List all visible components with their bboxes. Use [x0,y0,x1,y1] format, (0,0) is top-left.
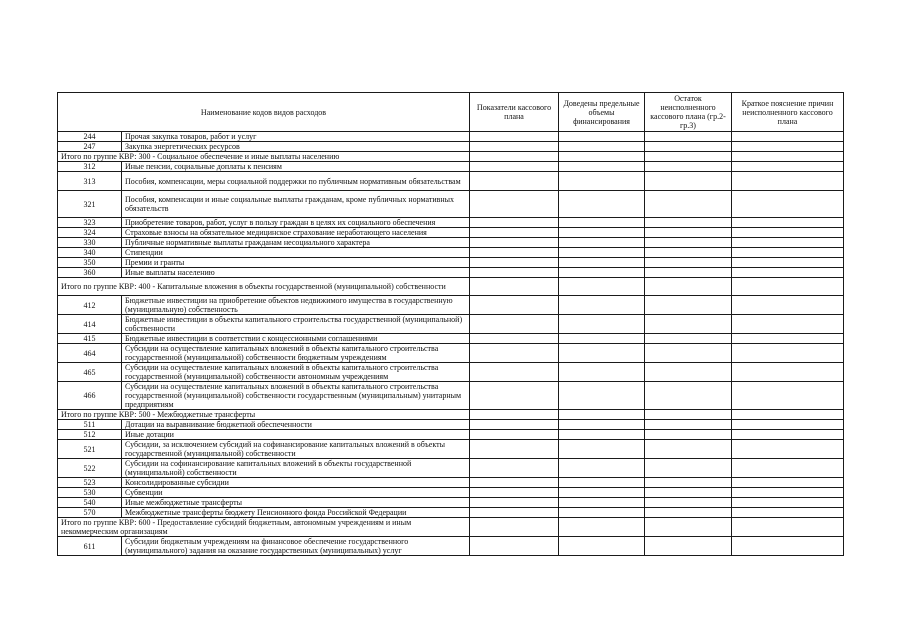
table-row [58,238,844,248]
funding-limit-cell [559,508,645,518]
table-row [58,508,844,518]
group-title: Итого по группе КВР: 600 - Предоставление субсидий бюджетным, автономным учреждениям и иным некоммерческим организациям [58,518,470,537]
funding-limit-cell [559,518,645,537]
funding-limit-cell [559,430,645,440]
remaining-plan-cell [645,430,732,440]
group-title: Итого по группе КВР: 300 - Социальное обеспечение и иные выплаты населению [58,152,470,162]
cash-plan-cell [470,268,559,278]
expense-code: 570 [58,508,122,518]
group-title: Итого по группе КВР: 500 - Межбюджетные трансферты [58,410,470,420]
expense-name: Субсидии бюджетным учреждениям на финансовое обеспечение государственного (муниципального) задания на оказание государственных (муниципальных) услуг [122,537,470,556]
funding-limit-cell [559,344,645,363]
explanation-cell [732,537,844,556]
funding-limit-cell [559,382,645,410]
table-row [58,258,844,268]
cash-plan-cell [470,382,559,410]
expense-name: Субсидии, за исключением субсидий на софинансирование капитальных вложений в объекты государственной (муниципальной) собственности [122,440,470,459]
table-row [58,142,844,152]
table-row [58,344,844,363]
table-row [58,498,844,508]
cash-plan-cell [470,508,559,518]
cash-plan-cell [470,537,559,556]
funding-limit-cell [559,278,645,296]
table-row [58,315,844,334]
explanation-cell [732,459,844,478]
remaining-plan-cell [645,334,732,344]
cash-plan-cell [470,172,559,191]
table-header-row [58,93,844,132]
expense-code: 312 [58,162,122,172]
remaining-plan-cell [645,162,732,172]
expense-name: Межбюджетные трансферты бюджету Пенсионного фонда Российской Федерации [122,508,470,518]
expense-code: 521 [58,440,122,459]
remaining-plan-cell [645,268,732,278]
expense-code: 465 [58,363,122,382]
expense-name: Бюджетные инвестиции в соответствии с концессионными соглашениями [122,334,470,344]
expense-code: 415 [58,334,122,344]
cash-plan-cell [470,344,559,363]
explanation-cell [732,518,844,537]
remaining-plan-cell [645,191,732,218]
remaining-plan-cell [645,228,732,238]
expense-code: 313 [58,172,122,191]
cash-plan-cell [470,228,559,238]
cash-plan-cell [470,315,559,334]
expense-name: Прочая закупка товаров, работ и услуг [122,132,470,142]
table-row [58,382,844,410]
group-total-row [58,152,844,162]
expense-code: 324 [58,228,122,238]
expense-name: Иные пенсии, социальные доплаты к пенсиям [122,162,470,172]
expense-name: Пособия, компенсации и иные социальные выплаты гражданам, кроме публичных нормативных обязательств [122,191,470,218]
funding-limit-cell [559,420,645,430]
funding-limit-cell [559,248,645,258]
cash-plan-cell [470,334,559,344]
expense-code: 530 [58,488,122,498]
expense-name: Субвенции [122,488,470,498]
funding-limit-cell [559,172,645,191]
remaining-plan-cell [645,410,732,420]
expense-name: Субсидии на осуществление капитальных вложений в объекты капитального строительства государственной (муниципальной) собственности бюджетным учреждениям [122,344,470,363]
expense-code: 360 [58,268,122,278]
cash-plan-cell [470,498,559,508]
header-cash-plan: Показатели кассового плана [470,93,559,132]
explanation-cell [732,488,844,498]
expense-code: 611 [58,537,122,556]
table-row [58,268,844,278]
expense-name: Иные выплаты населению [122,268,470,278]
group-total-row [58,410,844,420]
explanation-cell [732,508,844,518]
remaining-plan-cell [645,420,732,430]
cash-plan-cell [470,191,559,218]
header-funding-limits: Доведены предельные объемы финансирования [559,93,645,132]
table-row [58,459,844,478]
table-row [58,430,844,440]
explanation-cell [732,478,844,488]
expense-code: 540 [58,498,122,508]
expense-code: 244 [58,132,122,142]
explanation-cell [732,218,844,228]
funding-limit-cell [559,152,645,162]
explanation-cell [732,315,844,334]
table-row [58,363,844,382]
funding-limit-cell [559,488,645,498]
remaining-plan-cell [645,238,732,248]
explanation-cell [732,142,844,152]
cash-plan-cell [470,430,559,440]
funding-limit-cell [559,537,645,556]
table-row [58,172,844,191]
expense-name: Закупка энергетических ресурсов [122,142,470,152]
expense-code: 466 [58,382,122,410]
remaining-plan-cell [645,172,732,191]
cash-plan-cell [470,478,559,488]
cash-plan-cell [470,518,559,537]
remaining-plan-cell [645,363,732,382]
explanation-cell [732,410,844,420]
expense-name: Бюджетные инвестиции в объекты капитального строительства государственной (муниципальной) собственности [122,315,470,334]
expense-name: Бюджетные инвестиции на приобретение объектов недвижимого имущества в государственную (муниципальную) собственность [122,296,470,315]
cash-plan-cell [470,218,559,228]
table-row [58,132,844,142]
cash-plan-cell [470,142,559,152]
explanation-cell [732,382,844,410]
header-remaining-plan: Остаток неисполненного кассового плана (гр.2-гр.3) [645,93,732,132]
explanation-cell [732,440,844,459]
table-row [58,440,844,459]
explanation-cell [732,238,844,248]
remaining-plan-cell [645,278,732,296]
funding-limit-cell [559,498,645,508]
funding-limit-cell [559,440,645,459]
remaining-plan-cell [645,518,732,537]
cash-plan-cell [470,363,559,382]
explanation-cell [732,278,844,296]
expense-code: 321 [58,191,122,218]
cash-plan-cell [470,238,559,248]
funding-limit-cell [559,132,645,142]
explanation-cell [732,420,844,430]
expense-name: Дотации на выравнивание бюджетной обеспеченности [122,420,470,430]
funding-limit-cell [559,218,645,228]
cash-plan-cell [470,296,559,315]
explanation-cell [732,228,844,238]
funding-limit-cell [559,459,645,478]
expense-name: Приобретение товаров, работ, услуг в пользу граждан в целях их социального обеспечения [122,218,470,228]
cash-plan-cell [470,132,559,142]
remaining-plan-cell [645,296,732,315]
funding-limit-cell [559,315,645,334]
funding-limit-cell [559,228,645,238]
table-row [58,218,844,228]
remaining-plan-cell [645,344,732,363]
funding-limit-cell [559,268,645,278]
explanation-cell [732,430,844,440]
cash-plan-cell [470,248,559,258]
expense-name: Премии и гранты [122,258,470,268]
cash-plan-cell [470,258,559,268]
cash-plan-cell [470,278,559,296]
explanation-cell [732,162,844,172]
expense-code: 414 [58,315,122,334]
expense-code: 512 [58,430,122,440]
funding-limit-cell [559,191,645,218]
header-expense-codes: Наименование кодов видов расходов [58,93,470,132]
cash-plan-cell [470,420,559,430]
funding-limit-cell [559,258,645,268]
remaining-plan-cell [645,315,732,334]
remaining-plan-cell [645,258,732,268]
cash-plan-cell [470,410,559,420]
group-total-row [58,278,844,296]
table-row [58,296,844,315]
cash-plan-cell [470,152,559,162]
cash-plan-cell [470,162,559,172]
funding-limit-cell [559,296,645,315]
expense-code: 330 [58,238,122,248]
expense-code: 247 [58,142,122,152]
table-row [58,334,844,344]
funding-limit-cell [559,363,645,382]
cash-plan-cell [470,488,559,498]
expense-name: Публичные нормативные выплаты гражданам несоциального характера [122,238,470,248]
funding-limit-cell [559,162,645,172]
group-total-row [58,518,844,537]
explanation-cell [732,132,844,142]
remaining-plan-cell [645,537,732,556]
expense-name: Субсидии на софинансирование капитальных вложений в объекты государственной (муниципальной) собственности [122,459,470,478]
cash-plan-table [57,92,844,556]
table-row [58,478,844,488]
remaining-plan-cell [645,488,732,498]
remaining-plan-cell [645,440,732,459]
remaining-plan-cell [645,478,732,488]
funding-limit-cell [559,410,645,420]
funding-limit-cell [559,142,645,152]
expense-code: 323 [58,218,122,228]
explanation-cell [732,191,844,218]
remaining-plan-cell [645,248,732,258]
group-title: Итого по группе КВР: 400 - Капитальные вложения в объекты государственной (муниципальной) собственности [58,278,470,296]
explanation-cell [732,258,844,268]
expense-name: Консолидированные субсидии [122,478,470,488]
expense-name: Пособия, компенсации, меры социальной поддержки по публичным нормативным обязательствам [122,172,470,191]
explanation-cell [732,296,844,315]
explanation-cell [732,334,844,344]
table-row [58,248,844,258]
expense-name: Стипендии [122,248,470,258]
expense-name: Субсидии на осуществление капитальных вложений в объекты капитального строительства государственной (муниципальной) собственности автономным учреждениям [122,363,470,382]
remaining-plan-cell [645,152,732,162]
table-row [58,420,844,430]
expense-code: 464 [58,344,122,363]
funding-limit-cell [559,478,645,488]
explanation-cell [732,363,844,382]
expense-code: 523 [58,478,122,488]
funding-limit-cell [559,238,645,248]
table-row [58,228,844,238]
remaining-plan-cell [645,459,732,478]
table-row [58,488,844,498]
explanation-cell [732,498,844,508]
expense-code: 350 [58,258,122,268]
expense-name: Страховые взносы на обязательное медицинское страхование неработающего населения [122,228,470,238]
expense-code: 522 [58,459,122,478]
expense-code: 412 [58,296,122,315]
explanation-cell [732,344,844,363]
expense-name: Иные дотации [122,430,470,440]
header-explanation: Краткое пояснение причин неисполненного кассового плана [732,93,844,132]
remaining-plan-cell [645,142,732,152]
explanation-cell [732,268,844,278]
remaining-plan-cell [645,218,732,228]
remaining-plan-cell [645,132,732,142]
explanation-cell [732,152,844,162]
expense-name: Субсидии на осуществление капитальных вложений в объекты капитального строительства государственной (муниципальной) собственности государственным (муниципальным) унитарным предприятиям [122,382,470,410]
explanation-cell [732,172,844,191]
remaining-plan-cell [645,508,732,518]
expense-code: 340 [58,248,122,258]
funding-limit-cell [559,334,645,344]
expense-name: Иные межбюджетные трансферты [122,498,470,508]
table-row [58,191,844,218]
table-row [58,537,844,556]
table-row [58,162,844,172]
remaining-plan-cell [645,382,732,410]
expense-code: 511 [58,420,122,430]
explanation-cell [732,248,844,258]
cash-plan-cell [470,459,559,478]
cash-plan-cell [470,440,559,459]
remaining-plan-cell [645,498,732,508]
